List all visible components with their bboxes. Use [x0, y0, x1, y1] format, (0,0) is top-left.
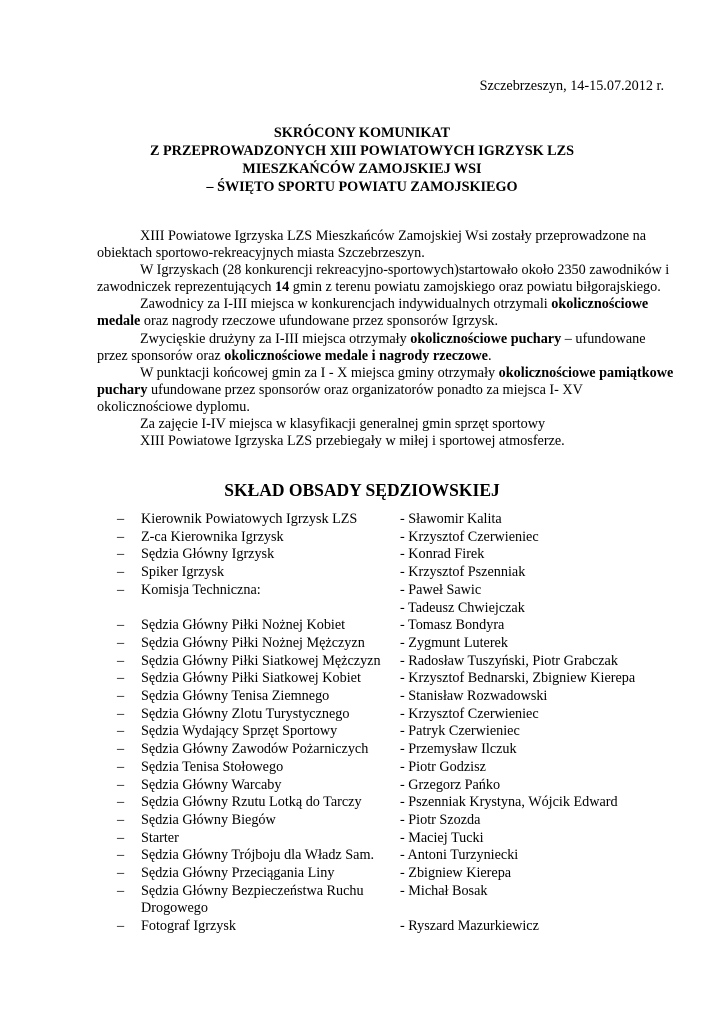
list-dash: – [117, 528, 125, 545]
role-label [141, 883, 400, 918]
person-names: - Krzysztof Bednarski, Zbigniew Kierepa [400, 670, 636, 687]
list-dash: – [117, 741, 125, 758]
paragraph: XIII Powiatowe Igrzyska LZS Mieszkańców Zamojskiej Wsi zostały przeprowadzone na obiektach sportowo-rekreacyjnych miasta Szczebrzeszyn. [97, 228, 646, 262]
person-names: - Pszenniak Krystyna, Wójcik Edward [400, 794, 618, 811]
person-name: - Tadeusz Chwiejczak [400, 599, 525, 616]
text-run: – ufundowane przez sponsorów oraz [97, 330, 646, 364]
list-dash: – [117, 670, 125, 687]
list-item [117, 706, 677, 724]
person-names: - Zbigniew Kierepa [400, 865, 512, 882]
person-names: - Radosław Tuszyński, Piotr Grabczak [400, 652, 618, 669]
list-dash: – [117, 847, 125, 864]
role-label: Sędzia Główny Tenisa Ziemnego [141, 688, 330, 705]
list-dash: – [117, 776, 125, 793]
person-names: - Sławomir Kalita [400, 511, 502, 527]
role-label: Komisja Techniczna: [141, 581, 261, 598]
person-names: - Piotr Godzisz [400, 758, 486, 775]
role-label: Sędzia Główny Przeciągania Liny [141, 865, 335, 882]
person-names: - Krzysztof Pszenniak [400, 564, 526, 581]
list-dash: – [117, 511, 125, 527]
role-label: Sędzia Główny Piłki Nożnej Mężczyzn [141, 634, 365, 651]
person-names: - Antoni Turzyniecki [400, 847, 519, 864]
header-line: SKRÓCONY KOMUNIKAT [273, 125, 451, 141]
role-label: Sędzia Główny Zlotu Turystycznego [141, 705, 350, 722]
list-item [117, 617, 677, 635]
role-label-line: Sędzia Główny Bezpieczeństwa Ruchu [141, 882, 364, 899]
list-item [117, 794, 677, 812]
paragraph [97, 331, 677, 365]
person-names: - Maciej Tucki [400, 829, 484, 846]
role-label: Sędzia Tenisa Stołowego [141, 758, 284, 775]
list-dash: – [117, 758, 125, 775]
bold-text: okolicznościowe medale [97, 296, 649, 330]
person-names: - Patryk Czerwieniec [400, 723, 520, 740]
text-run: Zwycięskie drużyny za I-III miejsca otrzymały [140, 330, 411, 347]
list-dash: – [117, 705, 125, 722]
paragraph: Za zajęcie I-IV miejsca w klasyfikacji generalnej gmin sprzęt sportowy [140, 416, 546, 433]
list-item [117, 759, 677, 777]
person-names: - Przemysław Ilczuk [400, 741, 517, 758]
bold-text: okolicznościowe pamiątkowe puchary [97, 364, 674, 398]
role-label: Sędzia Główny Piłki Siatkowej Kobiet [141, 670, 361, 687]
person-names: - Tomasz Bondyra [400, 617, 505, 634]
paragraph [97, 262, 677, 296]
person-names: - Piotr Szozda [400, 811, 481, 828]
list-item [117, 511, 677, 529]
role-label: Sędzia Główny Biegów [141, 811, 276, 828]
role-label: Sędzia Główny Zawodów Pożarniczych [141, 741, 369, 758]
list-dash: – [117, 652, 125, 669]
person-names [400, 582, 677, 617]
list-item [117, 653, 677, 671]
list-item [117, 918, 677, 936]
list-item [117, 635, 677, 653]
list-dash: – [117, 564, 125, 581]
role-label: Z-ca Kierownika Igrzysk [141, 528, 284, 545]
role-label: Sędzia Główny Trójboju dla Władz Sam. [141, 847, 375, 864]
list-item [117, 812, 677, 830]
list-item [117, 688, 677, 706]
list-dash: – [117, 882, 125, 899]
role-label: Sędzia Wydający Sprzęt Sportowy [141, 723, 338, 740]
person-names: - Michał Bosak [400, 882, 488, 899]
text-run: oraz nagrody rzeczowe ufundowane przez sponsorów Igrzysk. [140, 313, 499, 330]
header-line: – ŚWIĘTO SPORTU POWIATU ZAMOJSKIEGO [206, 179, 518, 195]
list-dash: – [117, 865, 125, 882]
bold-text: 14 [275, 279, 290, 296]
document-header [0, 124, 724, 196]
text-run: Zawodnicy za I-III miejsca w konkurencjach indywidualnych otrzymali [140, 296, 552, 313]
list-item [117, 546, 677, 564]
person-names: - Konrad Firek [400, 546, 485, 563]
list-dash: – [117, 688, 125, 705]
bold-text: okolicznościowe medale i nagrody rzeczowe [224, 347, 488, 364]
document-date: Szczebrzeszyn, 14-15.07.2012 r. [479, 78, 664, 94]
list-dash: – [117, 723, 125, 740]
role-label: Sędzia Główny Warcaby [141, 776, 282, 793]
text-run: . [487, 347, 492, 364]
list-dash: – [117, 634, 125, 651]
list-item [117, 883, 677, 918]
paragraph: XIII Powiatowe Igrzyska LZS przebiegały w miłej i sportowej atmosferze. [140, 433, 565, 450]
role-label: Sędzia Główny Igrzysk [141, 546, 275, 563]
text-run: W Igrzyskach (28 konkurencji rekreacyjno-sportowych)startowało około 2350 zawodników i zawodniczek reprezentujących [97, 262, 670, 296]
person-names: - Ryszard Mazurkiewicz [400, 918, 539, 935]
person-name: - Paweł Sawic [400, 581, 482, 598]
person-names: - Grzegorz Pańko [400, 776, 501, 793]
list-dash: – [117, 546, 125, 563]
role-label: Sędzia Główny Piłki Nożnej Kobiet [141, 617, 346, 634]
intro-text [97, 228, 677, 450]
list-item [117, 865, 677, 883]
list-item [117, 741, 677, 759]
list-dash: – [117, 794, 125, 811]
list-item [117, 777, 677, 795]
text-run: ufundowane przez sponsorów oraz organizatorów ponadto za miejsca I- XV okolicznościowe dyplomu. [97, 381, 583, 415]
header-line: MIESZKAŃCÓW ZAMOJSKIEJ WSI [242, 161, 482, 177]
list-item [117, 830, 677, 848]
list-item [117, 847, 677, 865]
list-dash: – [117, 617, 125, 634]
section-title: SKŁAD OBSADY SĘDZIOWSKIEJ [224, 480, 500, 500]
role-label: Kierownik Powiatowych Igrzysk LZS [141, 511, 358, 527]
list-dash: – [117, 829, 125, 846]
list-item [117, 582, 677, 617]
person-names: - Zygmunt Luterek [400, 634, 508, 651]
paragraph [97, 365, 677, 416]
header-line: Z PRZEPROWADZONYCH XIII POWIATOWYCH IGRZYSK LZS [150, 143, 574, 159]
list-item [117, 723, 677, 741]
bold-text: okolicznościowe puchary [410, 330, 562, 347]
person-names: - Krzysztof Czerwieniec [400, 705, 539, 722]
role-label: Sędzia Główny Rzutu Lotką do Tarczy [141, 794, 362, 811]
list-item [117, 529, 677, 547]
role-label: Spiker Igrzysk [141, 564, 225, 581]
role-label-line: Drogowego [141, 900, 208, 917]
role-label: Starter [141, 829, 179, 846]
text-run: W punktacji końcowej gmin za I - X miejsca gminy otrzymały [140, 364, 499, 381]
role-label: Fotograf Igrzysk [141, 918, 236, 935]
list-item [117, 564, 677, 582]
referee-list [117, 511, 677, 936]
list-dash: – [117, 581, 125, 598]
role-label: Sędzia Główny Piłki Siatkowej Mężczyzn [141, 652, 381, 669]
list-dash: – [117, 918, 125, 935]
person-names: - Krzysztof Czerwieniec [400, 528, 539, 545]
person-names: - Stanisław Rozwadowski [400, 688, 548, 705]
list-item [117, 670, 677, 688]
paragraph [97, 296, 677, 330]
list-dash: – [117, 811, 125, 828]
text-run: gmin z terenu powiatu zamojskiego oraz powiatu biłgorajskiego. [289, 279, 661, 296]
